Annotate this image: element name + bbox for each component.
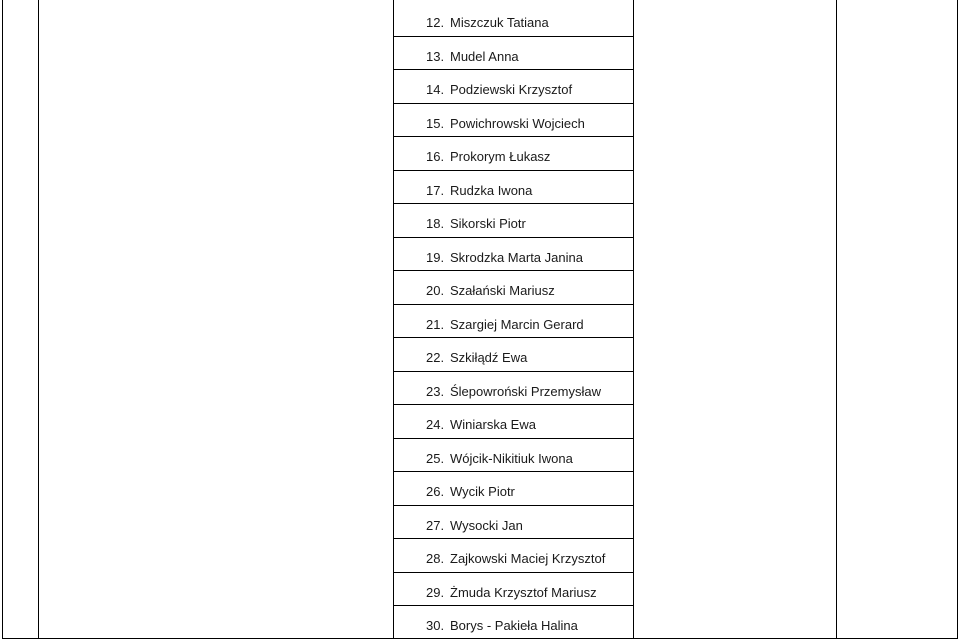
list-item-name: Rudzka Iwona: [450, 182, 533, 198]
list-item: [395, 40, 633, 73]
list-item-number: 15.: [426, 115, 445, 131]
list-item-number: 29.: [426, 584, 445, 600]
list-item: [395, 509, 633, 542]
list-item-number: 25.: [426, 450, 445, 466]
list-item-name: Winiarska Ewa: [450, 417, 536, 432]
list-item-number: 21.: [426, 316, 445, 332]
list-item-name: Szkiłądź Ewa: [450, 350, 528, 365]
list-item: [395, 341, 633, 374]
list-item-name: Powichrowski Wojciech: [450, 115, 585, 131]
list-item-name: Borys - Pakieła Halina: [450, 618, 578, 633]
list-item-number: 27.: [426, 517, 445, 533]
list-item-name: Zajkowski Maciej Krzysztof: [450, 551, 606, 566]
table-border-left: [2, 0, 3, 638]
list-item-number: 23.: [426, 383, 445, 399]
list-item-number: 28.: [426, 551, 445, 566]
list-item-name: Szargiej Marcin Gerard: [450, 316, 584, 332]
list-item-number: 19.: [426, 249, 445, 265]
list-item-name: Wójcik-Nikitiuk Iwona: [450, 450, 573, 466]
list-item: [395, 442, 633, 475]
list-item-number: 22.: [426, 350, 445, 365]
list-item-name: Miszczuk Tatiana: [450, 15, 549, 30]
list-item-name: Podziewski Krzysztof: [450, 82, 573, 97]
list-item-name: Sikorski Piotr: [450, 216, 526, 231]
list-item: [395, 73, 633, 106]
table-column-divider: [836, 0, 837, 638]
list-item: [395, 375, 633, 408]
list-item-name: Skrodzka Marta Janina: [450, 249, 583, 265]
list-item-number: 17.: [426, 182, 445, 198]
list-item: [395, 107, 633, 140]
list-item-number: 20.: [426, 283, 445, 298]
list-item-name: Żmuda Krzysztof Mariusz: [450, 584, 597, 600]
table-column-divider: [38, 0, 39, 638]
list-item-number: 16.: [426, 149, 445, 164]
list-item: [395, 408, 633, 441]
list-item: [395, 207, 633, 240]
table-column-divider: [393, 0, 394, 638]
list-item-number: 13.: [426, 48, 445, 64]
list-item-number: 24.: [426, 417, 445, 432]
list-item: [395, 576, 633, 609]
list-item-name: Wysocki Jan: [450, 517, 523, 533]
list-item-name: Wycik Piotr: [450, 484, 515, 499]
list-item-number: 18.: [426, 216, 445, 231]
list-item: [395, 274, 633, 307]
list-item: [395, 542, 633, 575]
list-item-name: Ślepowroński Przemysław: [450, 383, 601, 399]
list-item: [395, 174, 633, 207]
list-item: [395, 475, 633, 508]
list-item: [395, 241, 633, 274]
table-column-divider: [633, 0, 634, 638]
list-item-number: 12.: [426, 15, 445, 30]
table-border-right: [957, 0, 958, 638]
list-item: [395, 609, 633, 642]
list-item-number: 14.: [426, 82, 445, 97]
list-item-name: Mudel Anna: [450, 48, 519, 64]
list-item-name: Szałański Mariusz: [450, 283, 555, 298]
list-item-number: 26.: [426, 484, 445, 499]
list-item: [395, 140, 633, 173]
list-item: [395, 6, 633, 39]
list-item: [395, 308, 633, 341]
list-item-name: Prokorym Łukasz: [450, 149, 551, 164]
list-item-number: 30.: [426, 618, 445, 633]
